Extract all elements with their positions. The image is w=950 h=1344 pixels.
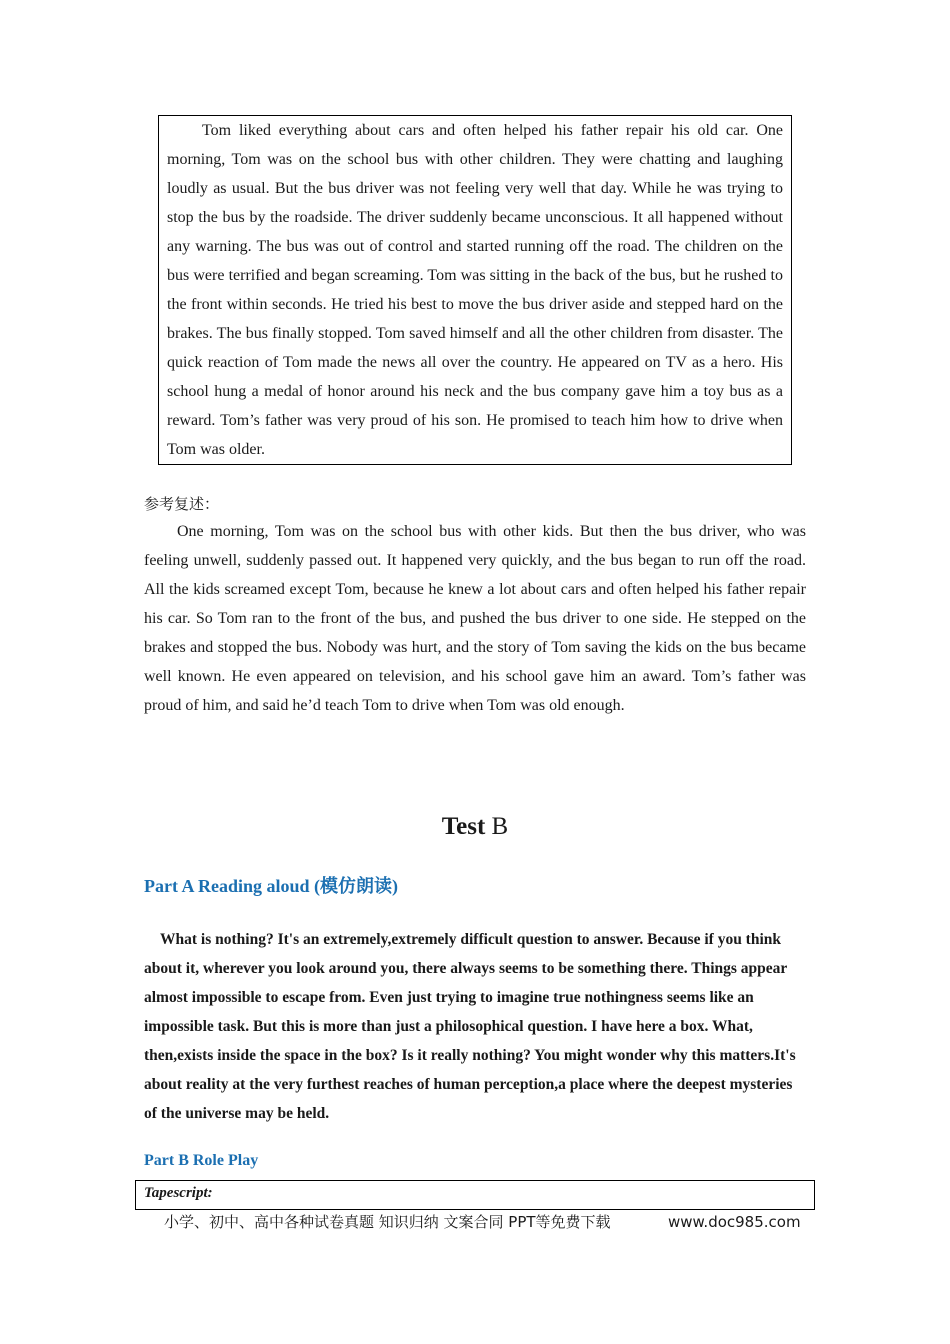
story-passage: Tom liked everything about cars and often helped his father repair his old car. One morning, Tom was on the school bus with other children. They were chatting and laughing loudly as usual. But the bus driver was not feeling very well that day. While he was trying to stop the bus by the roadside. The driver suddenly became unconscious. It all happened without any warning. The bus was out of control and started running off the road. The children on the bus were terrified and began screaming. Tom was sitting in the back of the bus, but he rushed to the front within seconds. He tried his best to move the bus driver aside and stepped hard on the brakes. The bus finally stopped. Tom saved himself and all the other children from disaster. The quick reaction of Tom made the news all over the country. He appeared on TV as a hero. His school hung a medal of honor around his neck and the bus company gave him a toy bus as a reward. Tom’s father was very proud of his son. He promised to teach him how to drive when Tom was older. xyxy=(167,122,783,458)
test-title-letter: B xyxy=(485,813,509,840)
part-a-heading: Part A Reading aloud (模仿朗读) xyxy=(144,876,399,896)
footer-text: 小学、初中、高中各种试卷真题 知识归纳 文案合同 PPT等免费下载 xyxy=(164,1213,611,1231)
reference-retelling: One morning, Tom was on the school bus with other kids. But then the bus driver, who was feeling unwell, suddenly passed out. It happened very quickly, and the bus began to run off the road. All the kids screamed except Tom, because he knew a lot about cars and often helped his father repair his car. So Tom ran to the front of the bus, and pushed the bus driver to one side. He stepped on the brakes and stopped the bus. Nobody was hurt, and the story of Tom saving the kids on the bus became well known. He even appeared on television, and his school gave him an award. Tom’s father was proud of him, and said he’d teach Tom to drive when Tom was old enough. xyxy=(144,523,806,714)
part-b-heading: Part B Role Play xyxy=(144,1152,259,1169)
story-passage-box xyxy=(158,115,792,465)
tapescript-label: Tapescript: xyxy=(144,1185,213,1201)
reading-aloud-text: What is nothing? It's an extremely,extremely difficult question to answer. Because if you think about it, wherever you look around you, there always seems to be something there. Things appear almost impossible to escape from. Even just trying to imagine true nothingness seems like an impossible task. But this is more than just a philosophical question. I have here a box. What, then,exists inside the space in the box? Is it really nothing? You might wonder why this matters.It's about reality at the very furthest reaches of human perception,a place where the deepest mysteries of the universe may be held. xyxy=(144,931,796,1122)
reference-heading: 参考复述： xyxy=(144,495,220,513)
tapescript-box xyxy=(135,1180,815,1210)
footer-url[interactable]: www.doc985.com xyxy=(668,1213,801,1231)
test-title xyxy=(0,810,950,844)
test-title-bold: Test xyxy=(441,813,486,840)
